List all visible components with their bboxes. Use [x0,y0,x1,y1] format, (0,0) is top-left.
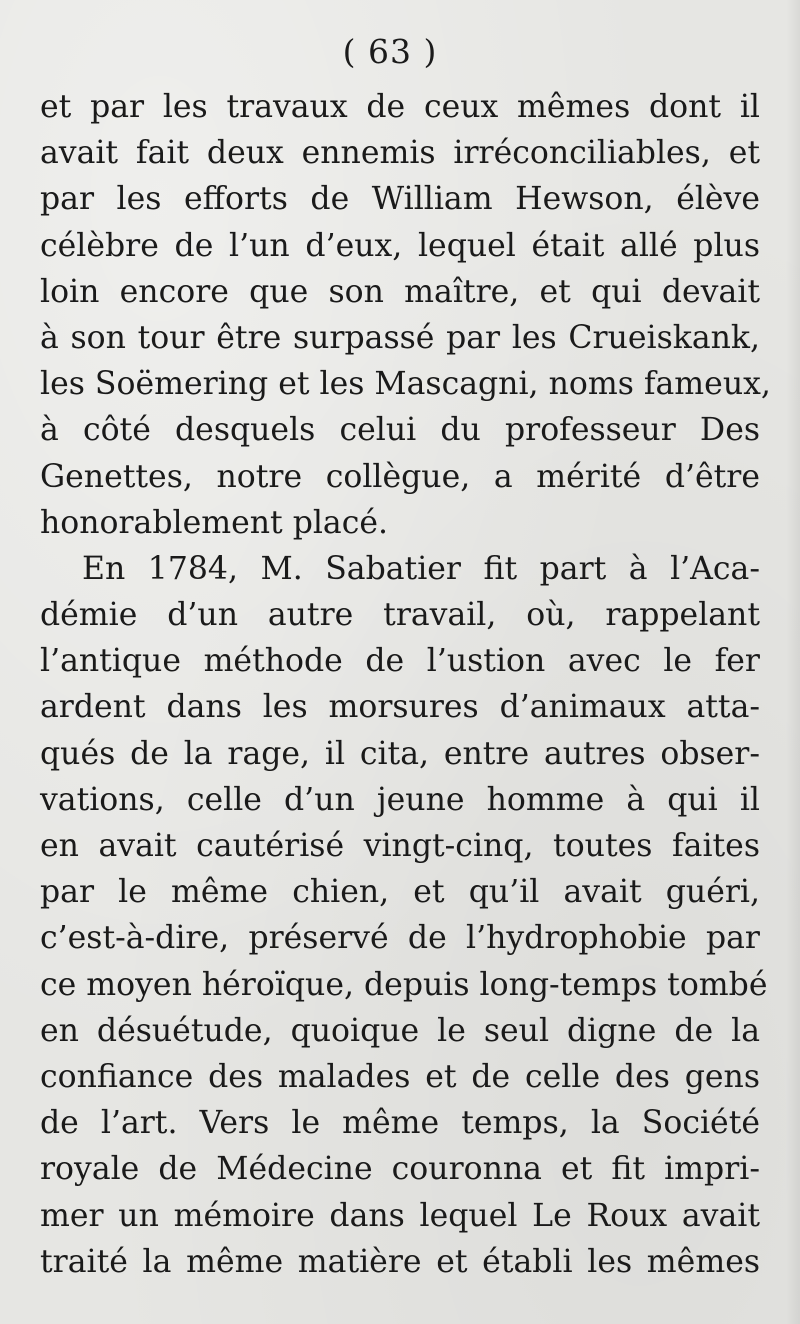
text-line: par le même chien, et qu’il avait guéri, [40,874,760,911]
text-line: en avait cautérisé vingt-cinq, toutes faites [40,828,760,864]
text-line: qués de la rage, il cita, entre autres obser- [40,735,760,772]
text-line: l’antique méthode de l’ustion avec le fer [40,643,760,680]
paragraph-start-line: En 1784, M. Sabatier fit part à l’Aca- [82,550,760,587]
text-line: à côté desquels celui du professeur Des [40,412,760,449]
text-line: avait fait deux ennemis irréconciliables, et [40,135,760,172]
text-line: mer un mémoire dans lequel Le Roux avait [40,1197,760,1234]
text-line: célèbre de l’un d’eux, lequel était allé plus [40,227,760,264]
text-line: et par les travaux de ceux mêmes dont il [40,89,760,125]
text-line: honorablement placé. [40,504,389,541]
text-line: à son tour être surpassé par les Crueiskank, [40,319,760,356]
text-line: les Soëmering et les Mascagni, noms fameux, [40,366,771,403]
text-line: loin encore que son maître, et qui devait [40,273,760,310]
text-line: de l’art. Vers le même temps, la Société [40,1105,760,1142]
text-line: Genettes, notre collègue, a mérité d’être [40,458,760,495]
text-line: royale de Médecine couronna et fit impri- [40,1151,760,1188]
page-number: ( 63 ) [342,32,438,71]
text-line: par les efforts de William Hewson, élève [40,181,760,218]
text-line: démie d’un autre travail, où, rappelant [40,597,760,634]
text-line: vations, celle d’un jeune homme à qui il [40,781,760,818]
text-line: en désuétude, quoique le seul digne de la [40,1012,760,1049]
text-line: ardent dans les morsures d’animaux atta- [40,689,760,726]
text-line: confiance des malades et de celle des gens [40,1058,760,1095]
body-text [40,84,771,1285]
text-line: c’est-à-dire, préservé de l’hydrophobie par [40,920,760,957]
text-line: traité la même matière et établi les mêmes [40,1243,760,1280]
text-line: ce moyen héroïque, depuis long-temps tombé [40,966,768,1003]
